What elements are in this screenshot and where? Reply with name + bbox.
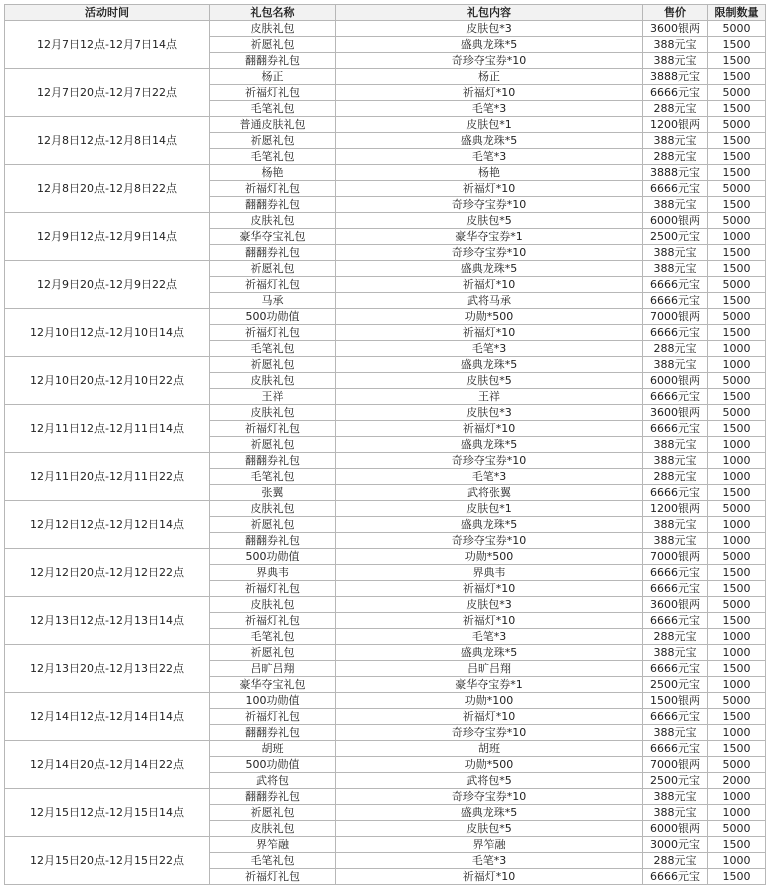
limit-cell: 1500 bbox=[708, 485, 766, 501]
pack-name-cell: 祈福灯礼包 bbox=[210, 581, 336, 597]
price-cell: 6666元宝 bbox=[643, 389, 708, 405]
pack-name-cell: 吕旷吕翔 bbox=[210, 661, 336, 677]
limit-cell: 1000 bbox=[708, 229, 766, 245]
header-pack-name: 礼包名称 bbox=[210, 5, 336, 21]
event-time-cell: 12月8日20点-12月8日22点 bbox=[5, 165, 210, 213]
price-cell: 1500银两 bbox=[643, 693, 708, 709]
pack-name-cell: 祈愿礼包 bbox=[210, 517, 336, 533]
pack-name-cell: 500功勋值 bbox=[210, 757, 336, 773]
price-cell: 6666元宝 bbox=[643, 485, 708, 501]
pack-content-cell: 毛笔*3 bbox=[336, 629, 643, 645]
header-pack-content: 礼包内容 bbox=[336, 5, 643, 21]
table-row bbox=[5, 357, 766, 373]
pack-name-cell: 张翼 bbox=[210, 485, 336, 501]
pack-name-cell: 普通皮肤礼包 bbox=[210, 117, 336, 133]
price-cell: 3888元宝 bbox=[643, 69, 708, 85]
price-cell: 6666元宝 bbox=[643, 741, 708, 757]
event-time-cell: 12月13日12点-12月13日14点 bbox=[5, 597, 210, 645]
pack-content-cell: 祈福灯*10 bbox=[336, 869, 643, 885]
limit-cell: 1500 bbox=[708, 325, 766, 341]
limit-cell: 5000 bbox=[708, 693, 766, 709]
pack-name-cell: 祈愿礼包 bbox=[210, 37, 336, 53]
limit-cell: 5000 bbox=[708, 549, 766, 565]
pack-content-cell: 祈福灯*10 bbox=[336, 181, 643, 197]
price-cell: 2500元宝 bbox=[643, 677, 708, 693]
price-cell: 6666元宝 bbox=[643, 325, 708, 341]
pack-name-cell: 皮肤礼包 bbox=[210, 21, 336, 37]
pack-content-cell: 盛典龙珠*5 bbox=[336, 133, 643, 149]
limit-cell: 5000 bbox=[708, 277, 766, 293]
pack-name-cell: 皮肤礼包 bbox=[210, 213, 336, 229]
pack-name-cell: 祈愿礼包 bbox=[210, 133, 336, 149]
limit-cell: 1000 bbox=[708, 677, 766, 693]
pack-content-cell: 奇珍夺宝券*10 bbox=[336, 197, 643, 213]
limit-cell: 1500 bbox=[708, 37, 766, 53]
limit-cell: 1000 bbox=[708, 629, 766, 645]
pack-name-cell: 皮肤礼包 bbox=[210, 597, 336, 613]
price-cell: 3888元宝 bbox=[643, 165, 708, 181]
limit-cell: 1000 bbox=[708, 469, 766, 485]
price-cell: 388元宝 bbox=[643, 261, 708, 277]
pack-content-cell: 奇珍夺宝券*10 bbox=[336, 53, 643, 69]
price-cell: 1200银两 bbox=[643, 501, 708, 517]
price-cell: 7000银两 bbox=[643, 549, 708, 565]
limit-cell: 1500 bbox=[708, 53, 766, 69]
price-cell: 388元宝 bbox=[643, 133, 708, 149]
pack-content-cell: 奇珍夺宝券*10 bbox=[336, 245, 643, 261]
price-cell: 388元宝 bbox=[643, 453, 708, 469]
price-cell: 1200银两 bbox=[643, 117, 708, 133]
pack-content-cell: 功勋*500 bbox=[336, 757, 643, 773]
table-row bbox=[5, 501, 766, 517]
price-cell: 6666元宝 bbox=[643, 581, 708, 597]
price-cell: 288元宝 bbox=[643, 469, 708, 485]
price-cell: 6666元宝 bbox=[643, 869, 708, 885]
header-row bbox=[5, 5, 766, 21]
pack-name-cell: 翻翻券礼包 bbox=[210, 453, 336, 469]
pack-content-cell: 皮肤包*3 bbox=[336, 597, 643, 613]
price-cell: 288元宝 bbox=[643, 629, 708, 645]
price-cell: 6666元宝 bbox=[643, 293, 708, 309]
limit-cell: 5000 bbox=[708, 597, 766, 613]
pack-content-cell: 毛笔*3 bbox=[336, 101, 643, 117]
pack-content-cell: 祈福灯*10 bbox=[336, 85, 643, 101]
pack-content-cell: 功勋*500 bbox=[336, 309, 643, 325]
pack-content-cell: 盛典龙珠*5 bbox=[336, 261, 643, 277]
pack-name-cell: 杨艳 bbox=[210, 165, 336, 181]
pack-name-cell: 胡班 bbox=[210, 741, 336, 757]
price-cell: 388元宝 bbox=[643, 53, 708, 69]
price-cell: 6666元宝 bbox=[643, 277, 708, 293]
limit-cell: 5000 bbox=[708, 213, 766, 229]
pack-name-cell: 皮肤礼包 bbox=[210, 501, 336, 517]
price-cell: 288元宝 bbox=[643, 149, 708, 165]
limit-cell: 1500 bbox=[708, 421, 766, 437]
price-cell: 388元宝 bbox=[643, 437, 708, 453]
price-cell: 6666元宝 bbox=[643, 709, 708, 725]
price-cell: 6000银两 bbox=[643, 373, 708, 389]
limit-cell: 1000 bbox=[708, 853, 766, 869]
pack-name-cell: 祈愿礼包 bbox=[210, 645, 336, 661]
limit-cell: 1500 bbox=[708, 149, 766, 165]
pack-content-cell: 功勋*100 bbox=[336, 693, 643, 709]
pack-name-cell: 界笮融 bbox=[210, 837, 336, 853]
pack-name-cell: 翻翻券礼包 bbox=[210, 725, 336, 741]
event-time-cell: 12月10日12点-12月10日14点 bbox=[5, 309, 210, 357]
pack-name-cell: 祈福灯礼包 bbox=[210, 709, 336, 725]
limit-cell: 5000 bbox=[708, 21, 766, 37]
pack-content-cell: 王祥 bbox=[336, 389, 643, 405]
limit-cell: 1500 bbox=[708, 613, 766, 629]
price-cell: 6666元宝 bbox=[643, 565, 708, 581]
pack-content-cell: 皮肤包*5 bbox=[336, 213, 643, 229]
limit-cell: 1500 bbox=[708, 837, 766, 853]
limit-cell: 1500 bbox=[708, 165, 766, 181]
pack-content-cell: 祈福灯*10 bbox=[336, 709, 643, 725]
pack-content-cell: 祈福灯*10 bbox=[336, 421, 643, 437]
event-time-cell: 12月14日12点-12月14日14点 bbox=[5, 693, 210, 741]
pack-name-cell: 500功勋值 bbox=[210, 549, 336, 565]
pack-content-cell: 奇珍夺宝券*10 bbox=[336, 725, 643, 741]
price-cell: 388元宝 bbox=[643, 245, 708, 261]
pack-name-cell: 祈福灯礼包 bbox=[210, 85, 336, 101]
pack-content-cell: 祈福灯*10 bbox=[336, 581, 643, 597]
limit-cell: 1500 bbox=[708, 261, 766, 277]
header-event-time: 活动时间 bbox=[5, 5, 210, 21]
table-row bbox=[5, 789, 766, 805]
limit-cell: 5000 bbox=[708, 757, 766, 773]
event-time-cell: 12月9日12点-12月9日14点 bbox=[5, 213, 210, 261]
pack-name-cell: 祈愿礼包 bbox=[210, 357, 336, 373]
pack-name-cell: 祈福灯礼包 bbox=[210, 277, 336, 293]
limit-cell: 1000 bbox=[708, 341, 766, 357]
price-cell: 388元宝 bbox=[643, 37, 708, 53]
limit-cell: 1500 bbox=[708, 741, 766, 757]
header-price: 售价 bbox=[643, 5, 708, 21]
pack-content-cell: 皮肤包*1 bbox=[336, 501, 643, 517]
event-time-cell: 12月7日12点-12月7日14点 bbox=[5, 21, 210, 69]
table-row bbox=[5, 837, 766, 853]
price-cell: 388元宝 bbox=[643, 357, 708, 373]
price-cell: 6666元宝 bbox=[643, 613, 708, 629]
event-time-cell: 12月15日20点-12月15日22点 bbox=[5, 837, 210, 885]
pack-name-cell: 500功勋值 bbox=[210, 309, 336, 325]
pack-name-cell: 祈福灯礼包 bbox=[210, 421, 336, 437]
pack-content-cell: 祈福灯*10 bbox=[336, 613, 643, 629]
pack-content-cell: 祈福灯*10 bbox=[336, 277, 643, 293]
pack-name-cell: 皮肤礼包 bbox=[210, 405, 336, 421]
table-row bbox=[5, 741, 766, 757]
table-body bbox=[5, 21, 766, 885]
event-time-cell: 12月11日20点-12月11日22点 bbox=[5, 453, 210, 501]
price-cell: 2500元宝 bbox=[643, 229, 708, 245]
table-row bbox=[5, 117, 766, 133]
pack-content-cell: 盛典龙珠*5 bbox=[336, 357, 643, 373]
pack-content-cell: 祈福灯*10 bbox=[336, 325, 643, 341]
pack-name-cell: 祈愿礼包 bbox=[210, 805, 336, 821]
pack-content-cell: 奇珍夺宝券*10 bbox=[336, 789, 643, 805]
price-cell: 388元宝 bbox=[643, 517, 708, 533]
pack-content-cell: 皮肤包*3 bbox=[336, 21, 643, 37]
price-cell: 7000银两 bbox=[643, 309, 708, 325]
limit-cell: 5000 bbox=[708, 117, 766, 133]
limit-cell: 1000 bbox=[708, 789, 766, 805]
pack-name-cell: 毛笔礼包 bbox=[210, 629, 336, 645]
pack-content-cell: 武将马承 bbox=[336, 293, 643, 309]
pack-name-cell: 毛笔礼包 bbox=[210, 149, 336, 165]
pack-content-cell: 皮肤包*3 bbox=[336, 405, 643, 421]
price-cell: 388元宝 bbox=[643, 789, 708, 805]
pack-name-cell: 祈福灯礼包 bbox=[210, 613, 336, 629]
pack-content-cell: 皮肤包*5 bbox=[336, 821, 643, 837]
price-cell: 3600银两 bbox=[643, 21, 708, 37]
table-header bbox=[5, 5, 766, 21]
price-cell: 288元宝 bbox=[643, 853, 708, 869]
pack-name-cell: 马承 bbox=[210, 293, 336, 309]
pack-name-cell: 皮肤礼包 bbox=[210, 373, 336, 389]
pack-content-cell: 皮肤包*1 bbox=[336, 117, 643, 133]
limit-cell: 1000 bbox=[708, 453, 766, 469]
pack-name-cell: 王祥 bbox=[210, 389, 336, 405]
pack-name-cell: 武将包 bbox=[210, 773, 336, 789]
limit-cell: 5000 bbox=[708, 821, 766, 837]
price-cell: 3000元宝 bbox=[643, 837, 708, 853]
limit-cell: 1000 bbox=[708, 517, 766, 533]
pack-content-cell: 盛典龙珠*5 bbox=[336, 645, 643, 661]
pack-content-cell: 豪华夺宝券*1 bbox=[336, 229, 643, 245]
price-cell: 388元宝 bbox=[643, 725, 708, 741]
price-cell: 388元宝 bbox=[643, 645, 708, 661]
pack-name-cell: 翻翻券礼包 bbox=[210, 53, 336, 69]
pack-name-cell: 祈福灯礼包 bbox=[210, 869, 336, 885]
pack-content-cell: 毛笔*3 bbox=[336, 341, 643, 357]
pack-name-cell: 翻翻券礼包 bbox=[210, 789, 336, 805]
limit-cell: 1500 bbox=[708, 565, 766, 581]
limit-cell: 1000 bbox=[708, 437, 766, 453]
event-time-cell: 12月9日20点-12月9日22点 bbox=[5, 261, 210, 309]
price-cell: 2500元宝 bbox=[643, 773, 708, 789]
price-cell: 388元宝 bbox=[643, 805, 708, 821]
table-row bbox=[5, 261, 766, 277]
price-cell: 388元宝 bbox=[643, 197, 708, 213]
gift-pack-schedule-table bbox=[4, 4, 766, 885]
table-row bbox=[5, 453, 766, 469]
pack-content-cell: 皮肤包*5 bbox=[336, 373, 643, 389]
pack-content-cell: 界笮融 bbox=[336, 837, 643, 853]
table-row bbox=[5, 645, 766, 661]
limit-cell: 1500 bbox=[708, 69, 766, 85]
table-row bbox=[5, 693, 766, 709]
price-cell: 6666元宝 bbox=[643, 181, 708, 197]
limit-cell: 1500 bbox=[708, 133, 766, 149]
pack-name-cell: 界典韦 bbox=[210, 565, 336, 581]
price-cell: 3600银两 bbox=[643, 405, 708, 421]
price-cell: 3600银两 bbox=[643, 597, 708, 613]
limit-cell: 1500 bbox=[708, 869, 766, 885]
pack-content-cell: 毛笔*3 bbox=[336, 469, 643, 485]
limit-cell: 1000 bbox=[708, 357, 766, 373]
pack-name-cell: 毛笔礼包 bbox=[210, 101, 336, 117]
limit-cell: 1000 bbox=[708, 645, 766, 661]
limit-cell: 1500 bbox=[708, 101, 766, 117]
event-time-cell: 12月14日20点-12月14日22点 bbox=[5, 741, 210, 789]
pack-content-cell: 功勋*500 bbox=[336, 549, 643, 565]
pack-name-cell: 杨正 bbox=[210, 69, 336, 85]
pack-name-cell: 毛笔礼包 bbox=[210, 469, 336, 485]
price-cell: 288元宝 bbox=[643, 101, 708, 117]
limit-cell: 1500 bbox=[708, 709, 766, 725]
table-row bbox=[5, 213, 766, 229]
limit-cell: 1500 bbox=[708, 293, 766, 309]
table-row bbox=[5, 549, 766, 565]
pack-name-cell: 100功勋值 bbox=[210, 693, 336, 709]
price-cell: 288元宝 bbox=[643, 341, 708, 357]
pack-name-cell: 豪华夺宝礼包 bbox=[210, 677, 336, 693]
table-row bbox=[5, 165, 766, 181]
limit-cell: 5000 bbox=[708, 405, 766, 421]
pack-content-cell: 胡班 bbox=[336, 741, 643, 757]
pack-content-cell: 吕旷吕翔 bbox=[336, 661, 643, 677]
limit-cell: 5000 bbox=[708, 501, 766, 517]
price-cell: 7000银两 bbox=[643, 757, 708, 773]
table-row bbox=[5, 309, 766, 325]
table-row bbox=[5, 21, 766, 37]
pack-content-cell: 毛笔*3 bbox=[336, 149, 643, 165]
pack-name-cell: 祈愿礼包 bbox=[210, 261, 336, 277]
event-time-cell: 12月8日12点-12月8日14点 bbox=[5, 117, 210, 165]
pack-content-cell: 毛笔*3 bbox=[336, 853, 643, 869]
price-cell: 6000银两 bbox=[643, 821, 708, 837]
pack-name-cell: 翻翻券礼包 bbox=[210, 197, 336, 213]
event-time-cell: 12月15日12点-12月15日14点 bbox=[5, 789, 210, 837]
price-cell: 388元宝 bbox=[643, 533, 708, 549]
price-cell: 6666元宝 bbox=[643, 661, 708, 677]
limit-cell: 5000 bbox=[708, 373, 766, 389]
pack-content-cell: 盛典龙珠*5 bbox=[336, 517, 643, 533]
event-time-cell: 12月7日20点-12月7日22点 bbox=[5, 69, 210, 117]
table-row bbox=[5, 69, 766, 85]
pack-name-cell: 翻翻券礼包 bbox=[210, 533, 336, 549]
event-time-cell: 12月13日20点-12月13日22点 bbox=[5, 645, 210, 693]
limit-cell: 1500 bbox=[708, 389, 766, 405]
limit-cell: 1000 bbox=[708, 725, 766, 741]
price-cell: 6000银两 bbox=[643, 213, 708, 229]
limit-cell: 2000 bbox=[708, 773, 766, 789]
pack-name-cell: 皮肤礼包 bbox=[210, 821, 336, 837]
limit-cell: 1500 bbox=[708, 245, 766, 261]
pack-name-cell: 祈愿礼包 bbox=[210, 437, 336, 453]
price-cell: 6666元宝 bbox=[643, 421, 708, 437]
pack-name-cell: 祈福灯礼包 bbox=[210, 325, 336, 341]
event-time-cell: 12月11日12点-12月11日14点 bbox=[5, 405, 210, 453]
limit-cell: 5000 bbox=[708, 181, 766, 197]
limit-cell: 5000 bbox=[708, 309, 766, 325]
limit-cell: 1500 bbox=[708, 661, 766, 677]
event-time-cell: 12月12日12点-12月12日14点 bbox=[5, 501, 210, 549]
pack-content-cell: 盛典龙珠*5 bbox=[336, 437, 643, 453]
pack-content-cell: 杨正 bbox=[336, 69, 643, 85]
event-time-cell: 12月12日20点-12月12日22点 bbox=[5, 549, 210, 597]
pack-name-cell: 翻翻券礼包 bbox=[210, 245, 336, 261]
pack-name-cell: 毛笔礼包 bbox=[210, 341, 336, 357]
pack-name-cell: 祈福灯礼包 bbox=[210, 181, 336, 197]
limit-cell: 1000 bbox=[708, 533, 766, 549]
pack-name-cell: 豪华夺宝礼包 bbox=[210, 229, 336, 245]
event-time-cell: 12月10日20点-12月10日22点 bbox=[5, 357, 210, 405]
pack-content-cell: 武将张翼 bbox=[336, 485, 643, 501]
limit-cell: 1500 bbox=[708, 197, 766, 213]
limit-cell: 1000 bbox=[708, 805, 766, 821]
pack-content-cell: 盛典龙珠*5 bbox=[336, 37, 643, 53]
price-cell: 6666元宝 bbox=[643, 85, 708, 101]
pack-content-cell: 盛典龙珠*5 bbox=[336, 805, 643, 821]
header-limit: 限制数量 bbox=[708, 5, 766, 21]
limit-cell: 5000 bbox=[708, 85, 766, 101]
pack-name-cell: 毛笔礼包 bbox=[210, 853, 336, 869]
pack-content-cell: 界典韦 bbox=[336, 565, 643, 581]
pack-content-cell: 奇珍夺宝券*10 bbox=[336, 533, 643, 549]
table-row bbox=[5, 405, 766, 421]
limit-cell: 1500 bbox=[708, 581, 766, 597]
pack-content-cell: 豪华夺宝券*1 bbox=[336, 677, 643, 693]
pack-content-cell: 杨艳 bbox=[336, 165, 643, 181]
table-row bbox=[5, 597, 766, 613]
pack-content-cell: 武将包*5 bbox=[336, 773, 643, 789]
pack-content-cell: 奇珍夺宝券*10 bbox=[336, 453, 643, 469]
